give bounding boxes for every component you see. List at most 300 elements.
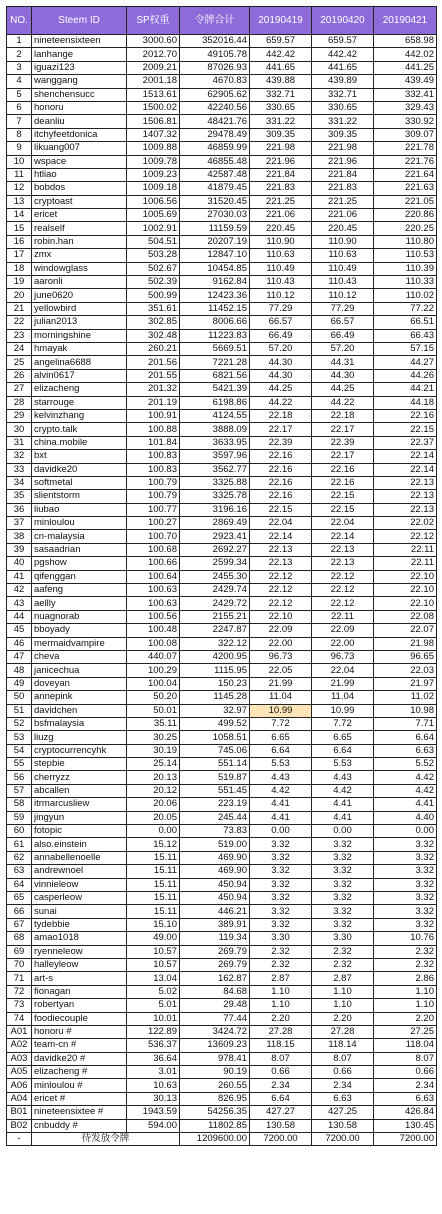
cell-total: 4200.95 (180, 650, 250, 663)
cell-no: A01 (7, 1025, 32, 1038)
cell-total: 745.06 (180, 744, 250, 757)
table-row (7, 436, 437, 449)
cell-date-1: 2.32 (250, 945, 312, 958)
cell-date-1: 221.98 (250, 142, 312, 155)
cell-no: 58 (7, 798, 32, 811)
cell-sp: 10.01 (127, 1012, 180, 1025)
cell-steem-id: ericet # (32, 1092, 127, 1105)
cell-total: 245.44 (180, 811, 250, 824)
table-row (7, 1012, 437, 1025)
cell-date-1: 11.04 (250, 691, 312, 704)
cell-date-2: 96.73 (312, 650, 374, 663)
cell-date-3: 10.98 (374, 704, 437, 717)
cell-no: 35 (7, 490, 32, 503)
cell-date-2: 221.83 (312, 182, 374, 195)
cell-date-2: 110.43 (312, 276, 374, 289)
table-row (7, 329, 437, 342)
cell-sp: 302.85 (127, 316, 180, 329)
table-row (7, 276, 437, 289)
cell-date-2: 22.13 (312, 543, 374, 556)
cell-no: 39 (7, 543, 32, 556)
cell-date-2: 2.32 (312, 945, 374, 958)
table-row (7, 798, 437, 811)
cell-date-2: 3.32 (312, 838, 374, 851)
cell-no: 57 (7, 784, 32, 797)
cell-date-2: 77.29 (312, 302, 374, 315)
cell-total: 54256.35 (180, 1106, 250, 1119)
cell-total: 41879.45 (180, 182, 250, 195)
cell-total: 469.90 (180, 851, 250, 864)
cell-date-1: 2.34 (250, 1079, 312, 1092)
cell-no: 22 (7, 316, 32, 329)
cell-date-1: 3.32 (250, 892, 312, 905)
cell-sp: 1002.91 (127, 222, 180, 235)
cell-total: 49105.78 (180, 48, 250, 61)
cell-date-1: 110.63 (250, 249, 312, 262)
cell-date-3: 658.98 (374, 35, 437, 48)
table-row (7, 423, 437, 436)
cell-sp: 0.00 (127, 825, 180, 838)
cell-date-2: 439.89 (312, 75, 374, 88)
cell-sp: 1506.81 (127, 115, 180, 128)
table-row (7, 650, 437, 663)
cell-total: 352016.44 (180, 35, 250, 48)
table-row (7, 878, 437, 891)
cell-steem-id: foodiecouple (32, 1012, 127, 1025)
cell-date-3: 2.32 (374, 958, 437, 971)
cell-date-1: 221.83 (250, 182, 312, 195)
cell-total: 20207.19 (180, 235, 250, 248)
cell-sp: 15.11 (127, 851, 180, 864)
table-row (7, 48, 437, 61)
cell-date-2: 221.84 (312, 168, 374, 181)
cell-no: 49 (7, 677, 32, 690)
cell-steem-id: pgshow (32, 557, 127, 570)
cell-no: 67 (7, 918, 32, 931)
cell-no: 41 (7, 570, 32, 583)
cell-no: 64 (7, 878, 32, 891)
cell-no: 33 (7, 463, 32, 476)
cell-date-3: 22.12 (374, 530, 437, 543)
cell-no: 47 (7, 650, 32, 663)
table-row (7, 450, 437, 463)
cell-total: 10454.85 (180, 262, 250, 275)
cell-total: 87026.93 (180, 61, 250, 74)
cell-steem-id: mermaidvampire (32, 637, 127, 650)
cell-no: 21 (7, 302, 32, 315)
table-row (7, 530, 437, 543)
total-row-date-2: 7200.00 (312, 1133, 374, 1146)
cell-date-3: 1.10 (374, 999, 437, 1012)
table-row (7, 985, 437, 998)
cell-steem-id: ryenneleow (32, 945, 127, 958)
cell-date-1: 96.73 (250, 650, 312, 663)
cell-sp: 201.56 (127, 356, 180, 369)
cell-date-1: 221.84 (250, 168, 312, 181)
cell-no: 46 (7, 637, 32, 650)
cell-total: 3196.16 (180, 503, 250, 516)
cell-date-3: 4.41 (374, 798, 437, 811)
cell-date-1: 22.13 (250, 557, 312, 570)
cell-date-3: 44.21 (374, 383, 437, 396)
cell-steem-id: cryptoast (32, 195, 127, 208)
cell-total: 3597.96 (180, 450, 250, 463)
cell-total: 389.91 (180, 918, 250, 931)
cell-date-1: 442.42 (250, 48, 312, 61)
cell-steem-id: davidke20 (32, 463, 127, 476)
cell-date-2: 3.32 (312, 905, 374, 918)
cell-date-2: 110.49 (312, 262, 374, 275)
cell-date-2: 22.12 (312, 597, 374, 610)
cell-date-2: 22.16 (312, 476, 374, 489)
cell-total: 269.79 (180, 958, 250, 971)
cell-date-1: 57.20 (250, 342, 312, 355)
cell-total: 84.68 (180, 985, 250, 998)
cell-date-1: 22.14 (250, 530, 312, 543)
cell-date-3: 22.11 (374, 543, 437, 556)
cell-date-1: 22.12 (250, 597, 312, 610)
cell-date-3: 22.13 (374, 490, 437, 503)
cell-date-3: 110.39 (374, 262, 437, 275)
cell-steem-id: qifenggan (32, 570, 127, 583)
table-row (7, 503, 437, 516)
cell-steem-id: kelvinzhang (32, 409, 127, 422)
cell-date-2: 221.06 (312, 209, 374, 222)
cell-no: 56 (7, 771, 32, 784)
cell-no: 62 (7, 851, 32, 864)
cell-date-2: 21.99 (312, 677, 374, 690)
cell-date-1: 6.64 (250, 744, 312, 757)
cell-total: 5669.51 (180, 342, 250, 355)
cell-steem-id: honoru # (32, 1025, 127, 1038)
table-row (7, 691, 437, 704)
cell-steem-id: aafeng (32, 584, 127, 597)
cell-steem-id: realself (32, 222, 127, 235)
cell-date-1: 118.15 (250, 1039, 312, 1052)
cell-date-2: 22.00 (312, 637, 374, 650)
cell-no: 1 (7, 35, 32, 48)
cell-date-3: 10.76 (374, 932, 437, 945)
table-row (7, 1066, 437, 1079)
cell-sp: 15.10 (127, 918, 180, 931)
cell-date-3: 221.05 (374, 195, 437, 208)
cell-date-2: 221.96 (312, 155, 374, 168)
cell-steem-id: softmetal (32, 476, 127, 489)
token-distribution-table (6, 6, 437, 1146)
cell-steem-id: amao1018 (32, 932, 127, 945)
cell-no: 70 (7, 958, 32, 971)
cell-date-2: 4.41 (312, 811, 374, 824)
cell-date-3: 3.32 (374, 918, 437, 931)
cell-date-1: 3.32 (250, 905, 312, 918)
cell-total: 2429.72 (180, 597, 250, 610)
cell-steem-id: cryptocurrencyhk (32, 744, 127, 757)
cell-date-3: 110.33 (374, 276, 437, 289)
cell-no: 34 (7, 476, 32, 489)
cell-total: 2692.27 (180, 543, 250, 556)
cell-steem-id: liuzg (32, 731, 127, 744)
cell-no: 12 (7, 182, 32, 195)
cell-date-2: 332.71 (312, 88, 374, 101)
table-row (7, 195, 437, 208)
cell-steem-id: zmx (32, 249, 127, 262)
cell-sp: 100.77 (127, 503, 180, 516)
cell-steem-id: itrmarcusliew (32, 798, 127, 811)
cell-sp: 201.55 (127, 369, 180, 382)
cell-date-1: 221.96 (250, 155, 312, 168)
table-row (7, 838, 437, 851)
cell-date-3: 44.26 (374, 369, 437, 382)
cell-date-3: 4.42 (374, 784, 437, 797)
cell-steem-id: slientstorm (32, 490, 127, 503)
cell-date-1: 441.65 (250, 61, 312, 74)
cell-date-1: 22.12 (250, 570, 312, 583)
cell-steem-id: shenchensucc (32, 88, 127, 101)
cell-no: 16 (7, 235, 32, 248)
cell-date-1: 659.57 (250, 35, 312, 48)
cell-steem-id: casperleow (32, 892, 127, 905)
cell-no: 6 (7, 101, 32, 114)
table-row (7, 958, 437, 971)
cell-date-3: 77.22 (374, 302, 437, 315)
cell-steem-id: nineteensixteen (32, 35, 127, 48)
cell-date-2: 10.99 (312, 704, 374, 717)
table-row (7, 101, 437, 114)
cell-no: 72 (7, 985, 32, 998)
cell-steem-id: robertyan (32, 999, 127, 1012)
cell-no: 13 (7, 195, 32, 208)
cell-date-1: 66.57 (250, 316, 312, 329)
table-row (7, 1052, 437, 1065)
cell-sp: 50.01 (127, 704, 180, 717)
table-row (7, 610, 437, 623)
cell-date-2: 1.10 (312, 985, 374, 998)
cell-steem-id: aellly (32, 597, 127, 610)
cell-date-2: 44.30 (312, 369, 374, 382)
cell-sp: 1943.59 (127, 1106, 180, 1119)
cell-date-1: 22.00 (250, 637, 312, 650)
table-row (7, 209, 437, 222)
table-row (7, 88, 437, 101)
cell-date-1: 22.13 (250, 543, 312, 556)
table-row (7, 637, 437, 650)
cell-date-1: 1.10 (250, 985, 312, 998)
cell-steem-id: andrewnoel (32, 865, 127, 878)
cell-date-2: 27.28 (312, 1025, 374, 1038)
table-row (7, 664, 437, 677)
col-header-no: NO. (7, 7, 32, 35)
cell-no: 23 (7, 329, 32, 342)
cell-sp: 10.57 (127, 945, 180, 958)
table-row (7, 744, 437, 757)
cell-date-3: 3.32 (374, 878, 437, 891)
cell-sp: 15.11 (127, 865, 180, 878)
cell-sp: 260.21 (127, 342, 180, 355)
cell-date-1: 77.29 (250, 302, 312, 315)
cell-date-2: 110.12 (312, 289, 374, 302)
cell-no: A05 (7, 1066, 32, 1079)
cell-date-3: 330.92 (374, 115, 437, 128)
cell-no: 69 (7, 945, 32, 958)
cell-sp: 30.19 (127, 744, 180, 757)
cell-date-1: 439.88 (250, 75, 312, 88)
cell-sp: 536.37 (127, 1039, 180, 1052)
table-row (7, 262, 437, 275)
cell-sp: 13.04 (127, 972, 180, 985)
cell-steem-id: yellowbird (32, 302, 127, 315)
cell-steem-id: robin.han (32, 235, 127, 248)
cell-total: 150.23 (180, 677, 250, 690)
cell-total: 978.41 (180, 1052, 250, 1065)
cell-date-2: 659.57 (312, 35, 374, 48)
cell-total: 29478.49 (180, 128, 250, 141)
cell-total: 3325.88 (180, 476, 250, 489)
cell-sp: 10.63 (127, 1079, 180, 1092)
cell-sp: 1407.32 (127, 128, 180, 141)
cell-steem-id: lanhange (32, 48, 127, 61)
cell-total: 9162.84 (180, 276, 250, 289)
cell-date-3: 221.78 (374, 142, 437, 155)
table-row (7, 302, 437, 315)
cell-sp: 100.79 (127, 490, 180, 503)
cell-steem-id: deanliu (32, 115, 127, 128)
cell-date-3: 22.14 (374, 463, 437, 476)
cell-total: 6198.86 (180, 396, 250, 409)
cell-date-2: 331.22 (312, 115, 374, 128)
cell-date-1: 8.07 (250, 1052, 312, 1065)
cell-total: 3562.77 (180, 463, 250, 476)
cell-date-3: 22.15 (374, 423, 437, 436)
cell-sp: 10.57 (127, 958, 180, 971)
cell-date-2: 3.32 (312, 892, 374, 905)
cell-steem-id: iguazi123 (32, 61, 127, 74)
cell-date-1: 22.16 (250, 463, 312, 476)
cell-date-2: 6.65 (312, 731, 374, 744)
cell-sp: 100.63 (127, 597, 180, 610)
cell-date-2: 3.32 (312, 878, 374, 891)
cell-date-3: 439.49 (374, 75, 437, 88)
cell-steem-id: vinnieleow (32, 878, 127, 891)
cell-total: 469.90 (180, 865, 250, 878)
table-row (7, 1025, 437, 1038)
cell-date-1: 427.27 (250, 1106, 312, 1119)
cell-sp: 100.66 (127, 557, 180, 570)
cell-date-2: 22.16 (312, 463, 374, 476)
table-row (7, 35, 437, 48)
cell-total: 11452.15 (180, 302, 250, 315)
cell-no: 37 (7, 517, 32, 530)
cell-total: 48421.76 (180, 115, 250, 128)
cell-sp: 2001.18 (127, 75, 180, 88)
cell-date-2: 3.32 (312, 865, 374, 878)
cell-sp: 302.48 (127, 329, 180, 342)
cell-total: 8006.66 (180, 316, 250, 329)
cell-date-1: 22.18 (250, 409, 312, 422)
cell-total: 11802.85 (180, 1119, 250, 1132)
cell-date-3: 110.53 (374, 249, 437, 262)
cell-date-2: 3.30 (312, 932, 374, 945)
cell-date-2: 427.25 (312, 1106, 374, 1119)
cell-date-1: 44.22 (250, 396, 312, 409)
cell-steem-id: likuang007 (32, 142, 127, 155)
cell-steem-id: sasaadrian (32, 543, 127, 556)
cell-date-2: 6.63 (312, 1092, 374, 1105)
cell-date-3: 221.64 (374, 168, 437, 181)
cell-sp: 15.11 (127, 892, 180, 905)
cell-date-3: 22.07 (374, 624, 437, 637)
cell-date-1: 5.53 (250, 758, 312, 771)
cell-date-2: 66.57 (312, 316, 374, 329)
cell-no: 20 (7, 289, 32, 302)
cell-total: 499.52 (180, 717, 250, 730)
table-row (7, 570, 437, 583)
cell-date-1: 3.32 (250, 865, 312, 878)
cell-total: 223.19 (180, 798, 250, 811)
cell-sp: 20.06 (127, 798, 180, 811)
cell-steem-id: morningshine (32, 329, 127, 342)
cell-steem-id: angelina6688 (32, 356, 127, 369)
cell-date-3: 130.45 (374, 1119, 437, 1132)
cell-date-1: 0.66 (250, 1066, 312, 1079)
cell-date-2: 110.63 (312, 249, 374, 262)
cell-date-1: 0.00 (250, 825, 312, 838)
cell-date-2: 0.00 (312, 825, 374, 838)
cell-date-2: 4.41 (312, 798, 374, 811)
cell-steem-id: wanggang (32, 75, 127, 88)
cell-date-1: 3.32 (250, 918, 312, 931)
cell-date-3: 6.63 (374, 744, 437, 757)
cell-date-1: 2.20 (250, 1012, 312, 1025)
cell-date-1: 7.72 (250, 717, 312, 730)
cell-date-1: 3.30 (250, 932, 312, 945)
table-row (7, 717, 437, 730)
cell-sp: 100.91 (127, 409, 180, 422)
cell-date-3: 0.00 (374, 825, 437, 838)
cell-date-3: 22.13 (374, 476, 437, 489)
cell-date-1: 44.30 (250, 369, 312, 382)
cell-date-2: 22.11 (312, 610, 374, 623)
cell-sp: 50.20 (127, 691, 180, 704)
cell-sp: 20.13 (127, 771, 180, 784)
table-row (7, 624, 437, 637)
cell-total: 3325.78 (180, 490, 250, 503)
cell-sp: 502.67 (127, 262, 180, 275)
cell-no: 40 (7, 557, 32, 570)
cell-date-1: 2.87 (250, 972, 312, 985)
cell-no: 43 (7, 597, 32, 610)
cell-date-2: 8.07 (312, 1052, 374, 1065)
cell-no: 29 (7, 409, 32, 422)
cell-sp: 3000.60 (127, 35, 180, 48)
cell-no: 2 (7, 48, 32, 61)
cell-total: 46859.99 (180, 142, 250, 155)
cell-date-2: 57.20 (312, 342, 374, 355)
cell-total: 1115.95 (180, 664, 250, 677)
table-row (7, 235, 437, 248)
cell-sp: 1009.78 (127, 155, 180, 168)
cell-sp: 1513.61 (127, 88, 180, 101)
cell-steem-id: abcallen (32, 784, 127, 797)
cell-date-2: 221.98 (312, 142, 374, 155)
cell-date-3: 3.32 (374, 838, 437, 851)
cell-total: 322.12 (180, 637, 250, 650)
cell-sp: 1006.56 (127, 195, 180, 208)
cell-date-1: 27.28 (250, 1025, 312, 1038)
table-row (7, 75, 437, 88)
cell-steem-id: elizacheng # (32, 1066, 127, 1079)
cell-date-1: 3.32 (250, 851, 312, 864)
cell-no: 74 (7, 1012, 32, 1025)
